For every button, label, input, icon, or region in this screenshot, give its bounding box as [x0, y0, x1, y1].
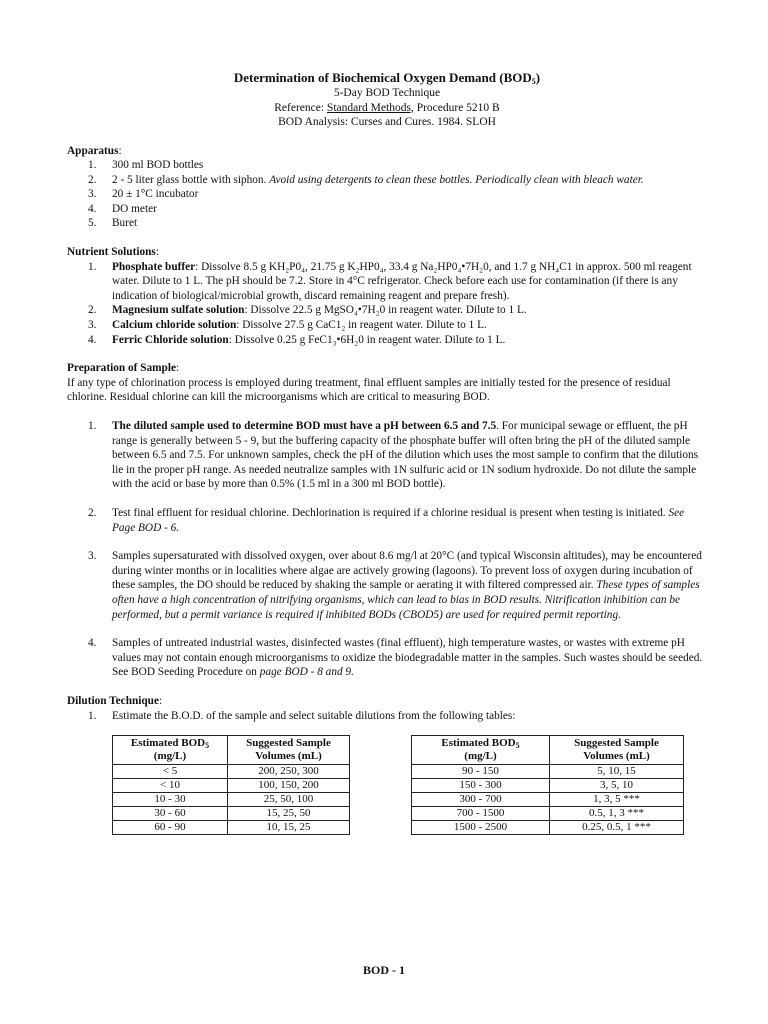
apparatus-heading: Apparatus:	[67, 144, 122, 157]
list-number: 3.	[88, 550, 97, 563]
list-number: 2.	[88, 173, 97, 186]
list-text: : Dissolve 27.5 g CaC1₂ in reagent water. Dilute to 1 L.	[236, 319, 487, 332]
table-row	[113, 779, 350, 793]
table-row	[412, 793, 684, 807]
table-cell: 300 - 700	[412, 793, 550, 807]
table-header-estimated-bod: Estimated $BOD_5$ (mg/L)	[412, 736, 550, 765]
table-header-suggested-volumes: Suggested Sample Volumes (mL)	[550, 736, 684, 765]
table-cell: 10, 15, 25	[228, 821, 350, 835]
list-italic-note: See Page BOD - 6.	[112, 506, 685, 534]
preparation-heading: Preparation of Sample:	[67, 362, 180, 375]
title-end: )	[535, 70, 541, 85]
list-number: 1.	[88, 260, 97, 273]
preparation-heading-text: Preparation of Sample	[67, 362, 176, 375]
list-number: 2.	[88, 304, 97, 317]
list-text: Samples of untreated industrial wastes, disinfected wastes (final effluent), high temperature wastes, or wastes with extreme pH values may not contain enough microorganisms to oxidize the biodegradable matter in the samples. Such wastes should be seeded. See BOD Seeding Procedure on	[112, 637, 703, 679]
nutrient-section	[67, 245, 707, 347]
table-cell: 15, 25, 50	[228, 807, 350, 821]
list-item	[67, 260, 707, 304]
bod-analysis-line: BOD Analysis: Curses and Cures. 1984. SLOH	[278, 116, 496, 128]
table-cell: 150 - 300	[412, 779, 550, 793]
nutrient-heading: Nutrient Solutions:	[67, 246, 159, 259]
list-text: : Dissolve 22.5 g MgSO₄•7H₂0 in reagent water. Dilute to 1 L.	[244, 304, 527, 317]
title-text: Determination of Biochemical Oxygen Demand (BOD	[233, 70, 532, 85]
preparation-list	[67, 419, 707, 680]
list-bold-label: Calcium chloride solution	[112, 319, 237, 332]
table-row	[412, 807, 684, 821]
table-row	[113, 807, 350, 821]
list-number: 1.	[88, 420, 97, 432]
list-number: 4.	[88, 202, 97, 215]
reference-suffix: Procedure 5210 B	[413, 101, 500, 114]
nutrient-list	[67, 260, 707, 348]
title-subscript: 5	[531, 77, 536, 86]
title-block	[67, 70, 707, 130]
list-bold-label: Magnesium sulfate solution	[112, 304, 245, 317]
table-cell: 90 - 150	[412, 765, 550, 779]
apparatus-heading-text: Apparatus	[67, 144, 119, 157]
table-cell: < 10	[113, 779, 228, 793]
list-item	[67, 158, 707, 173]
preparation-section	[67, 361, 707, 680]
table-row	[113, 793, 350, 807]
list-item	[67, 202, 707, 217]
list-text: Estimate the B.O.D. of the sample and select suitable dilutions from the following tables:	[112, 709, 516, 722]
list-number: 2.	[88, 506, 97, 519]
list-text: Buret	[112, 217, 138, 230]
list-item	[67, 506, 707, 535]
list-text: Test final effluent for residual chlorine. Dechlorination is required if a chlorine residual is present when testing is initiated.	[112, 506, 669, 519]
list-item	[67, 303, 707, 318]
list-item	[67, 173, 707, 188]
table-cell: 200, 250, 300	[228, 765, 350, 779]
table-cell: 0.5, 1, 3 ***	[550, 807, 684, 821]
dilution-section	[67, 694, 707, 845]
table-cell: 0.25, 0.5, 1 ***	[550, 821, 684, 835]
list-number: 1.	[88, 159, 97, 172]
table-cell: 1, 3, 5 ***	[550, 793, 684, 807]
table-cell: 100, 150, 200	[228, 779, 350, 793]
table-cell: 1500 - 2500	[412, 821, 550, 835]
table-cell: 60 - 90	[113, 821, 228, 835]
dilution-heading-text: Dilution Technique	[67, 694, 159, 707]
table-cell: 30 - 60	[113, 807, 228, 821]
list-item	[67, 333, 707, 348]
table-header-estimated-bod: Estimated $BOD_5$ (mg/L)	[113, 736, 228, 765]
list-item	[67, 636, 707, 680]
preparation-intro: If any type of chlorination process is employed during treatment, final effluent samples are initially tested for the presence of residual chlorine. Residual chlorine can kill the microorganisms which are critical to measuring BOD.	[67, 376, 671, 404]
reference-line	[67, 101, 707, 116]
table-header-suggested-volumes: Suggested Sample Volumes (mL)	[228, 736, 350, 765]
reference-standard-methods: Standard Methods,	[326, 101, 414, 114]
list-text: Samples supersaturated with dissolved oxygen, over about 8.6 mg/l at 20°C (and typical Wisconsin altitudes), may be encountered during winter months or in localities where algae are actively growing (lagoons). To prevent loss of oxygen during incubation of these samples, the DO should be reduced by shaking the sample or aerating it with filtered compressed air.	[112, 550, 702, 592]
list-bold-label: Phosphate buffer	[112, 260, 196, 273]
list-number: 5.	[88, 217, 97, 230]
list-text: 2 - 5 liter glass bottle with siphon.	[112, 173, 270, 186]
document-page	[67, 70, 707, 845]
list-text: : Dissolve 0.25 g FeC1₃•6H₂0 in reagent water. Dilute to 1 L.	[228, 333, 506, 346]
subtitle: 5-Day BOD Technique	[333, 87, 441, 99]
table-cell: 10 - 30	[113, 793, 228, 807]
list-bold-label: The diluted sample used to determine BOD must have a pH between 6.5 and 7.5	[112, 420, 497, 432]
list-text: 20 ± 1°C incubator	[112, 188, 199, 201]
table-row	[113, 821, 350, 835]
apparatus-section	[67, 144, 707, 232]
apparatus-list	[67, 158, 707, 231]
list-italic-note: These types of samples often have a high concentration of nitrifying organisms, which can lead to bias in BOD results. Nitrification inhibition can be performed, but a permit variance is required if inhibited BODs (CBOD5) are used for required permit reporting.	[112, 579, 700, 621]
page-title	[67, 70, 707, 86]
table-row	[412, 779, 684, 793]
list-text: 300 ml BOD bottles	[112, 159, 204, 172]
dilution-table-left	[112, 735, 350, 835]
list-italic-note: Avoid using detergents to clean these bottles. Periodically clean with bleach water.	[269, 173, 644, 186]
list-number: 4.	[88, 333, 97, 346]
list-number: 1.	[88, 709, 97, 722]
page-footer: BOD - 1	[363, 963, 405, 977]
reference-prefix: Reference:	[274, 101, 327, 114]
table-cell: 700 - 1500	[412, 807, 550, 821]
table-row	[412, 765, 684, 779]
list-number: 3.	[88, 188, 97, 201]
list-text: : Dissolve 8.5 g KH₂P0₄, 21.75 g K₂HP0₄, 33.4 g Na₂HP0₄•7H₂0, and 1.7 g NH₄C1 in approx. 500 ml reagent water. Dilute to 1 L. The pH should be 7.2. Store in 4°C refrigerator. Check before each use for contamination (if there is any indication of biological/microbial growth, discard remaining reagent and prepare fresh).	[112, 260, 692, 302]
table-cell: 3, 5, 10	[550, 779, 684, 793]
dilution-list	[67, 709, 707, 724]
list-text: DO meter	[112, 202, 157, 215]
list-item	[67, 187, 707, 202]
table-cell: 25, 50, 100	[228, 793, 350, 807]
list-number: 3.	[88, 319, 97, 332]
dilution-tables	[67, 735, 707, 845]
table-row	[113, 765, 350, 779]
nutrient-heading-text: Nutrient Solutions	[67, 246, 156, 259]
dilution-heading: Dilution Technique:	[67, 694, 163, 707]
list-italic-note: page BOD - 8 and 9.	[259, 666, 354, 679]
table-cell: < 5	[113, 765, 228, 779]
list-text: . For municipal sewage or effluent, the pH range is generally between 5 - 9, but the buffering capacity of the phosphate buffer will often bring the pH of the diluted sample between 6.5 and 7.5. For unknown samples, check the pH of the dilution which uses the most sample to confirm that the dilutions lie in the proper pH range. As needed neutralize samples with 1N sulfuric acid or 1N sodium hydroxide. Do not dilute the sample with the acid or base by more than 0.5% (1.5 ml in a 300 ml BOD bottle).	[112, 420, 699, 491]
list-number: 4.	[88, 637, 97, 650]
list-item	[67, 549, 707, 622]
dilution-table-right	[411, 735, 684, 835]
table-cell: 5, 10, 15	[550, 765, 684, 779]
list-item	[67, 216, 707, 231]
table-row	[412, 821, 684, 835]
list-item	[67, 709, 707, 724]
list-item	[67, 318, 707, 333]
list-bold-label: Ferric Chloride solution	[112, 333, 229, 346]
list-item	[67, 419, 707, 492]
